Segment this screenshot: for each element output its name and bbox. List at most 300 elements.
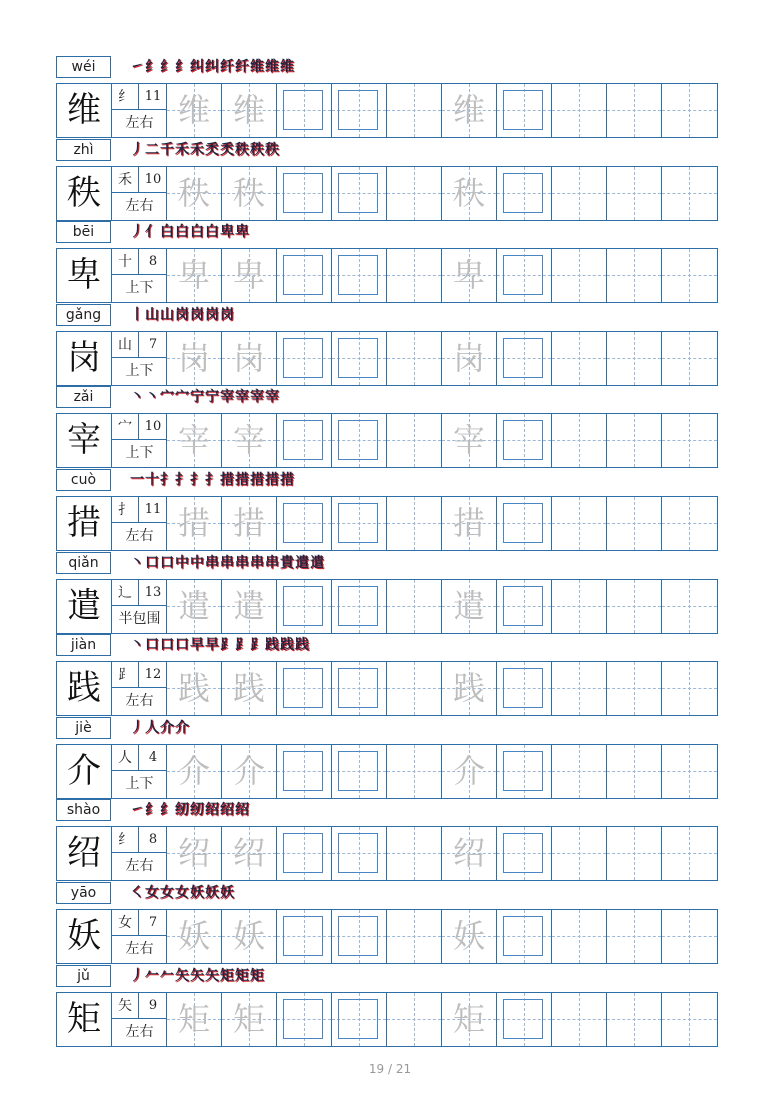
practice-cell[interactable] xyxy=(332,745,387,798)
practice-cell[interactable] xyxy=(222,167,277,220)
stroke-step: 绍 xyxy=(205,802,218,819)
page-number: 19 / 21 xyxy=(368,1062,412,1076)
practice-cell[interactable] xyxy=(167,167,222,220)
stroke-step: 介 xyxy=(175,719,188,736)
practice-cell[interactable] xyxy=(167,827,222,880)
practice-row xyxy=(56,139,718,221)
practice-cell[interactable] xyxy=(222,827,277,880)
model-character: 措 xyxy=(57,497,112,550)
practice-cell[interactable] xyxy=(387,580,442,633)
practice-cell[interactable] xyxy=(662,167,717,220)
stroke-order xyxy=(130,718,190,739)
practice-cell[interactable] xyxy=(277,249,332,302)
structure: 左右 xyxy=(125,858,154,875)
pinyin-label: wéi xyxy=(56,56,111,78)
practice-row xyxy=(56,221,718,303)
character-info xyxy=(112,580,167,633)
inner-writing-box xyxy=(503,420,543,460)
stroke-step: 措 xyxy=(250,472,263,488)
stroke-step: 女 xyxy=(160,885,173,901)
inner-writing-box xyxy=(338,503,378,543)
practice-cell[interactable] xyxy=(607,84,662,137)
pinyin-label: zhì xyxy=(56,139,111,161)
practice-cell[interactable] xyxy=(662,827,717,880)
structure: 左右 xyxy=(125,115,154,131)
stroke-step: 𠂉 xyxy=(145,967,158,984)
practice-cell[interactable] xyxy=(552,993,607,1046)
stroke-step: 妖 xyxy=(220,885,233,901)
practice-cell[interactable] xyxy=(332,910,387,963)
practice-cell[interactable] xyxy=(332,414,387,467)
practice-cell[interactable] xyxy=(387,84,442,137)
practice-cell[interactable] xyxy=(552,827,607,880)
practice-cell[interactable] xyxy=(442,580,497,633)
practice-cell[interactable] xyxy=(222,910,277,963)
practice-cell[interactable] xyxy=(662,580,717,633)
practice-cell[interactable] xyxy=(277,332,332,385)
practice-cell[interactable] xyxy=(662,332,717,385)
inner-writing-box xyxy=(503,999,543,1039)
writing-grid xyxy=(56,992,718,1047)
stroke-step: 秩 xyxy=(235,141,248,158)
practice-cell[interactable] xyxy=(222,332,277,385)
stroke-step: 绍 xyxy=(220,802,233,819)
practice-cell[interactable] xyxy=(387,414,442,467)
inner-writing-box xyxy=(503,586,543,626)
stroke-count: 7 xyxy=(139,332,167,358)
practice-cell[interactable] xyxy=(662,910,717,963)
stroke-step: 千 xyxy=(160,141,173,158)
trace-character: 妖 xyxy=(232,917,265,955)
stroke-step: 践 xyxy=(265,637,278,654)
practice-cell[interactable] xyxy=(222,84,277,137)
stroke-step: 妖 xyxy=(205,885,218,901)
stroke-step: 女 xyxy=(175,885,188,901)
practice-row xyxy=(56,386,718,468)
practice-cell[interactable] xyxy=(167,332,222,385)
practice-cell[interactable] xyxy=(332,993,387,1046)
structure: 左右 xyxy=(125,941,154,957)
practice-cell[interactable] xyxy=(277,827,332,880)
stroke-step: 串 xyxy=(205,554,218,571)
practice-cell[interactable] xyxy=(497,745,552,798)
stroke-step: 矩 xyxy=(235,967,248,984)
stroke-step: 早 xyxy=(190,637,203,654)
practice-cell[interactable] xyxy=(662,249,717,302)
character-info xyxy=(112,249,167,302)
model-character: 介 xyxy=(57,745,112,798)
inner-writing-box xyxy=(283,90,323,130)
practice-cell[interactable] xyxy=(497,827,552,880)
pinyin-label: gǎng xyxy=(56,304,111,326)
practice-cell[interactable] xyxy=(552,167,607,220)
practice-cell[interactable] xyxy=(332,249,387,302)
radical: 纟 xyxy=(112,827,139,853)
character-info xyxy=(112,414,167,467)
practice-cell[interactable] xyxy=(277,745,332,798)
trace-character: 绍 xyxy=(452,834,485,873)
trace-character: 遣 xyxy=(452,586,485,625)
stroke-step: 白 xyxy=(160,224,173,241)
pinyin-label: qiǎn xyxy=(56,552,111,574)
stroke-order xyxy=(130,800,250,821)
practice-cell[interactable] xyxy=(442,167,497,220)
practice-cell[interactable] xyxy=(387,249,442,302)
trace-character: 矩 xyxy=(177,999,210,1038)
practice-cell[interactable] xyxy=(552,249,607,302)
character-info xyxy=(112,497,167,550)
practice-cell[interactable] xyxy=(277,910,332,963)
practice-cell[interactable] xyxy=(607,167,662,220)
practice-cell[interactable] xyxy=(607,249,662,302)
practice-cell[interactable] xyxy=(222,580,277,633)
stroke-step: 措 xyxy=(280,472,293,488)
practice-cell[interactable] xyxy=(167,745,222,798)
stroke-order xyxy=(130,635,310,656)
practice-cell[interactable] xyxy=(607,580,662,633)
practice-cell[interactable] xyxy=(277,993,332,1046)
practice-cell[interactable] xyxy=(552,497,607,550)
practice-cell[interactable] xyxy=(332,84,387,137)
practice-cell[interactable] xyxy=(442,662,497,715)
practice-cell[interactable] xyxy=(552,580,607,633)
stroke-step: ⻊ xyxy=(220,637,233,654)
stroke-step: 矩 xyxy=(250,967,263,984)
practice-cell[interactable] xyxy=(167,993,222,1046)
practice-cell[interactable] xyxy=(552,84,607,137)
trace-character: 妖 xyxy=(452,917,485,955)
practice-cell[interactable] xyxy=(607,745,662,798)
writing-grid xyxy=(56,83,718,138)
trace-character: 维 xyxy=(177,91,210,129)
practice-cell[interactable] xyxy=(222,993,277,1046)
pinyin-label: jiàn xyxy=(56,634,111,656)
stroke-step: 扌 xyxy=(175,472,188,488)
stroke-step: 丶 xyxy=(130,389,143,406)
stroke-step: 纫 xyxy=(190,802,203,819)
practice-cell[interactable] xyxy=(497,414,552,467)
practice-cell[interactable] xyxy=(497,910,552,963)
stroke-step: 口 xyxy=(160,637,173,654)
inner-writing-box xyxy=(503,338,543,378)
inner-writing-box xyxy=(503,668,543,708)
stroke-step: 中 xyxy=(175,554,188,571)
model-character: 遣 xyxy=(57,580,112,633)
practice-cell[interactable] xyxy=(607,662,662,715)
practice-cell[interactable] xyxy=(442,84,497,137)
stroke-step: 𠂉 xyxy=(160,967,173,984)
inner-writing-box xyxy=(338,999,378,1039)
practice-cell[interactable] xyxy=(332,167,387,220)
practice-cell[interactable] xyxy=(222,414,277,467)
stroke-step: 口 xyxy=(175,637,188,654)
inner-writing-box xyxy=(283,586,323,626)
stroke-count: 4 xyxy=(139,745,167,771)
practice-cell[interactable] xyxy=(552,910,607,963)
character-info xyxy=(112,167,167,220)
practice-row xyxy=(56,717,718,799)
practice-cell[interactable] xyxy=(497,332,552,385)
practice-cell[interactable] xyxy=(167,497,222,550)
stroke-step: 维 xyxy=(280,59,293,75)
stroke-step: 白 xyxy=(190,224,203,241)
practice-cell[interactable] xyxy=(662,745,717,798)
inner-writing-box xyxy=(283,751,323,791)
stroke-step: 丶 xyxy=(130,637,143,654)
practice-cell[interactable] xyxy=(662,993,717,1046)
stroke-step: 遣 xyxy=(295,554,308,571)
practice-cell[interactable] xyxy=(277,662,332,715)
practice-cell[interactable] xyxy=(222,662,277,715)
trace-character: 践 xyxy=(452,669,485,708)
stroke-step: 秩 xyxy=(250,141,263,158)
practice-cell[interactable] xyxy=(387,662,442,715)
stroke-step: 纠 xyxy=(190,59,203,75)
inner-writing-box xyxy=(283,420,323,460)
practice-cell[interactable] xyxy=(332,332,387,385)
practice-cell[interactable] xyxy=(387,332,442,385)
practice-cell[interactable] xyxy=(552,332,607,385)
stroke-step: 丶 xyxy=(130,554,143,571)
structure: 左右 xyxy=(125,197,154,214)
stroke-step: 纠 xyxy=(205,59,218,75)
stroke-count: 10 xyxy=(139,414,167,440)
practice-cell[interactable] xyxy=(167,580,222,633)
practice-cell[interactable] xyxy=(662,84,717,137)
stroke-step: 维 xyxy=(250,59,263,75)
stroke-step: ⻊ xyxy=(235,637,248,654)
writing-grid xyxy=(56,166,718,221)
stroke-step: 卑 xyxy=(220,224,233,241)
inner-writing-box xyxy=(338,255,378,295)
stroke-step: 丿 xyxy=(130,224,143,241)
stroke-step: 女 xyxy=(145,885,158,901)
pinyin-label: shào xyxy=(56,799,111,821)
trace-character: 矩 xyxy=(452,999,485,1038)
practice-cell[interactable] xyxy=(497,249,552,302)
practice-cell[interactable] xyxy=(332,662,387,715)
stroke-step: 中 xyxy=(190,554,203,571)
stroke-step: 宰 xyxy=(250,389,263,406)
stroke-step: 丿 xyxy=(130,719,143,736)
character-info xyxy=(112,745,167,798)
practice-cell[interactable] xyxy=(442,910,497,963)
stroke-step: 措 xyxy=(235,472,248,488)
practice-cell[interactable] xyxy=(332,827,387,880)
trace-character: 宰 xyxy=(452,421,485,460)
stroke-step: 妖 xyxy=(190,885,203,901)
model-character: 卑 xyxy=(57,249,112,302)
model-character: 妖 xyxy=(57,910,112,963)
practice-cell[interactable] xyxy=(277,497,332,550)
practice-cell[interactable] xyxy=(277,84,332,137)
stroke-step: 山 xyxy=(160,306,173,323)
model-character: 秩 xyxy=(57,167,112,220)
writing-grid xyxy=(56,579,718,634)
practice-cell[interactable] xyxy=(277,414,332,467)
practice-cell[interactable] xyxy=(167,662,222,715)
trace-character: 遣 xyxy=(177,586,210,625)
stroke-step: 扌 xyxy=(190,472,203,488)
pinyin-label: jǔ xyxy=(56,965,111,987)
stroke-step: 丿 xyxy=(130,141,143,158)
practice-cell[interactable] xyxy=(387,993,442,1046)
stroke-step: 岗 xyxy=(220,306,233,323)
practice-cell[interactable] xyxy=(497,84,552,137)
stroke-step: 矩 xyxy=(220,967,233,984)
inner-writing-box xyxy=(338,751,378,791)
stroke-step: 岗 xyxy=(190,306,203,323)
practice-cell[interactable] xyxy=(277,580,332,633)
practice-cell[interactable] xyxy=(497,497,552,550)
stroke-step: 矢 xyxy=(175,967,188,984)
practice-cell[interactable] xyxy=(607,910,662,963)
stroke-step: 串 xyxy=(235,554,248,571)
stroke-step: 人 xyxy=(145,719,158,736)
pinyin-label: zǎi xyxy=(56,386,111,408)
writing-grid xyxy=(56,248,718,303)
stroke-count: 12 xyxy=(139,662,167,688)
practice-cell[interactable] xyxy=(497,167,552,220)
practice-cell[interactable] xyxy=(277,167,332,220)
stroke-step: 绍 xyxy=(235,802,248,819)
model-character: 岗 xyxy=(57,332,112,385)
pinyin-label: jiè xyxy=(56,717,111,739)
trace-character: 措 xyxy=(452,504,485,542)
practice-cell[interactable] xyxy=(552,745,607,798)
practice-cell[interactable] xyxy=(607,332,662,385)
inner-writing-box xyxy=(338,338,378,378)
stroke-step: 纫 xyxy=(175,802,188,819)
practice-cell[interactable] xyxy=(497,580,552,633)
practice-cell[interactable] xyxy=(222,497,277,550)
stroke-step: 早 xyxy=(205,637,218,654)
stroke-step: 宀 xyxy=(160,389,173,406)
stroke-count: 7 xyxy=(139,910,167,936)
inner-writing-box xyxy=(283,999,323,1039)
practice-cell[interactable] xyxy=(607,497,662,550)
practice-cell[interactable] xyxy=(442,827,497,880)
stroke-step: ㇛ xyxy=(130,885,143,901)
practice-cell[interactable] xyxy=(442,332,497,385)
stroke-step: 禾 xyxy=(190,141,203,158)
inner-writing-box xyxy=(503,173,543,213)
stroke-step: 纟 xyxy=(175,59,188,75)
stroke-step: 宁 xyxy=(205,389,218,406)
practice-cell[interactable] xyxy=(332,497,387,550)
practice-row xyxy=(56,552,718,634)
writing-grid xyxy=(56,413,718,468)
model-character: 宰 xyxy=(57,414,112,467)
pinyin-label: cuò xyxy=(56,469,111,491)
practice-cell[interactable] xyxy=(442,745,497,798)
stroke-count: 9 xyxy=(139,993,167,1019)
practice-cell[interactable] xyxy=(387,827,442,880)
writing-grid xyxy=(56,909,718,964)
trace-character: 践 xyxy=(177,669,210,708)
stroke-step: 口 xyxy=(160,554,173,571)
trace-character: 介 xyxy=(177,751,210,790)
practice-row xyxy=(56,56,718,138)
practice-cell[interactable] xyxy=(222,249,277,302)
practice-cell[interactable] xyxy=(607,993,662,1046)
stroke-order xyxy=(130,553,325,574)
stroke-count: 8 xyxy=(139,827,167,853)
practice-cell[interactable] xyxy=(442,414,497,467)
trace-character: 绍 xyxy=(177,834,210,873)
stroke-order xyxy=(130,470,295,491)
inner-writing-box xyxy=(338,833,378,873)
character-info xyxy=(112,910,167,963)
practice-cell[interactable] xyxy=(387,497,442,550)
practice-cell[interactable] xyxy=(607,414,662,467)
practice-cell[interactable] xyxy=(552,662,607,715)
inner-writing-box xyxy=(283,833,323,873)
practice-cell[interactable] xyxy=(442,993,497,1046)
inner-writing-box xyxy=(503,833,543,873)
trace-character: 介 xyxy=(452,751,485,790)
practice-cell[interactable] xyxy=(662,662,717,715)
radical: 矢 xyxy=(112,993,139,1019)
practice-cell[interactable] xyxy=(387,167,442,220)
stroke-step: 岗 xyxy=(175,306,188,323)
practice-cell[interactable] xyxy=(497,993,552,1046)
stroke-count: 13 xyxy=(139,580,167,606)
stroke-step: 口 xyxy=(145,554,158,571)
practice-cell[interactable] xyxy=(332,580,387,633)
trace-character: 秩 xyxy=(177,173,210,212)
trace-character: 妖 xyxy=(177,917,210,955)
character-info xyxy=(112,662,167,715)
practice-cell[interactable] xyxy=(387,745,442,798)
stroke-step: 纟 xyxy=(145,59,158,75)
radical: 禾 xyxy=(112,167,139,193)
practice-cell[interactable] xyxy=(497,662,552,715)
inner-writing-box xyxy=(503,751,543,791)
practice-cell[interactable] xyxy=(607,827,662,880)
practice-cell[interactable] xyxy=(387,910,442,963)
inner-writing-box xyxy=(283,338,323,378)
stroke-step: 山 xyxy=(145,306,158,323)
practice-cell[interactable] xyxy=(662,414,717,467)
stroke-step: 串 xyxy=(250,554,263,571)
practice-cell[interactable] xyxy=(442,249,497,302)
stroke-step: 维 xyxy=(265,59,278,75)
stroke-step: 卑 xyxy=(235,224,248,241)
structure: 左右 xyxy=(125,1023,154,1040)
practice-cell[interactable] xyxy=(167,249,222,302)
trace-character: 矩 xyxy=(232,999,265,1038)
practice-cell[interactable] xyxy=(222,745,277,798)
structure: 左右 xyxy=(125,528,154,544)
practice-cell[interactable] xyxy=(552,414,607,467)
structure: 左右 xyxy=(125,693,154,710)
stroke-step: 白 xyxy=(205,224,218,241)
writing-grid xyxy=(56,826,718,881)
stroke-step: ㇀ xyxy=(130,802,143,819)
radical: 辶 xyxy=(112,580,139,606)
practice-cell[interactable] xyxy=(167,84,222,137)
inner-writing-box xyxy=(503,90,543,130)
practice-cell[interactable] xyxy=(662,497,717,550)
practice-cell[interactable] xyxy=(167,414,222,467)
inner-writing-box xyxy=(338,173,378,213)
stroke-step: 秂 xyxy=(205,141,218,158)
trace-character: 宰 xyxy=(232,421,265,460)
inner-writing-box xyxy=(338,586,378,626)
practice-cell[interactable] xyxy=(167,910,222,963)
practice-cell[interactable] xyxy=(442,497,497,550)
